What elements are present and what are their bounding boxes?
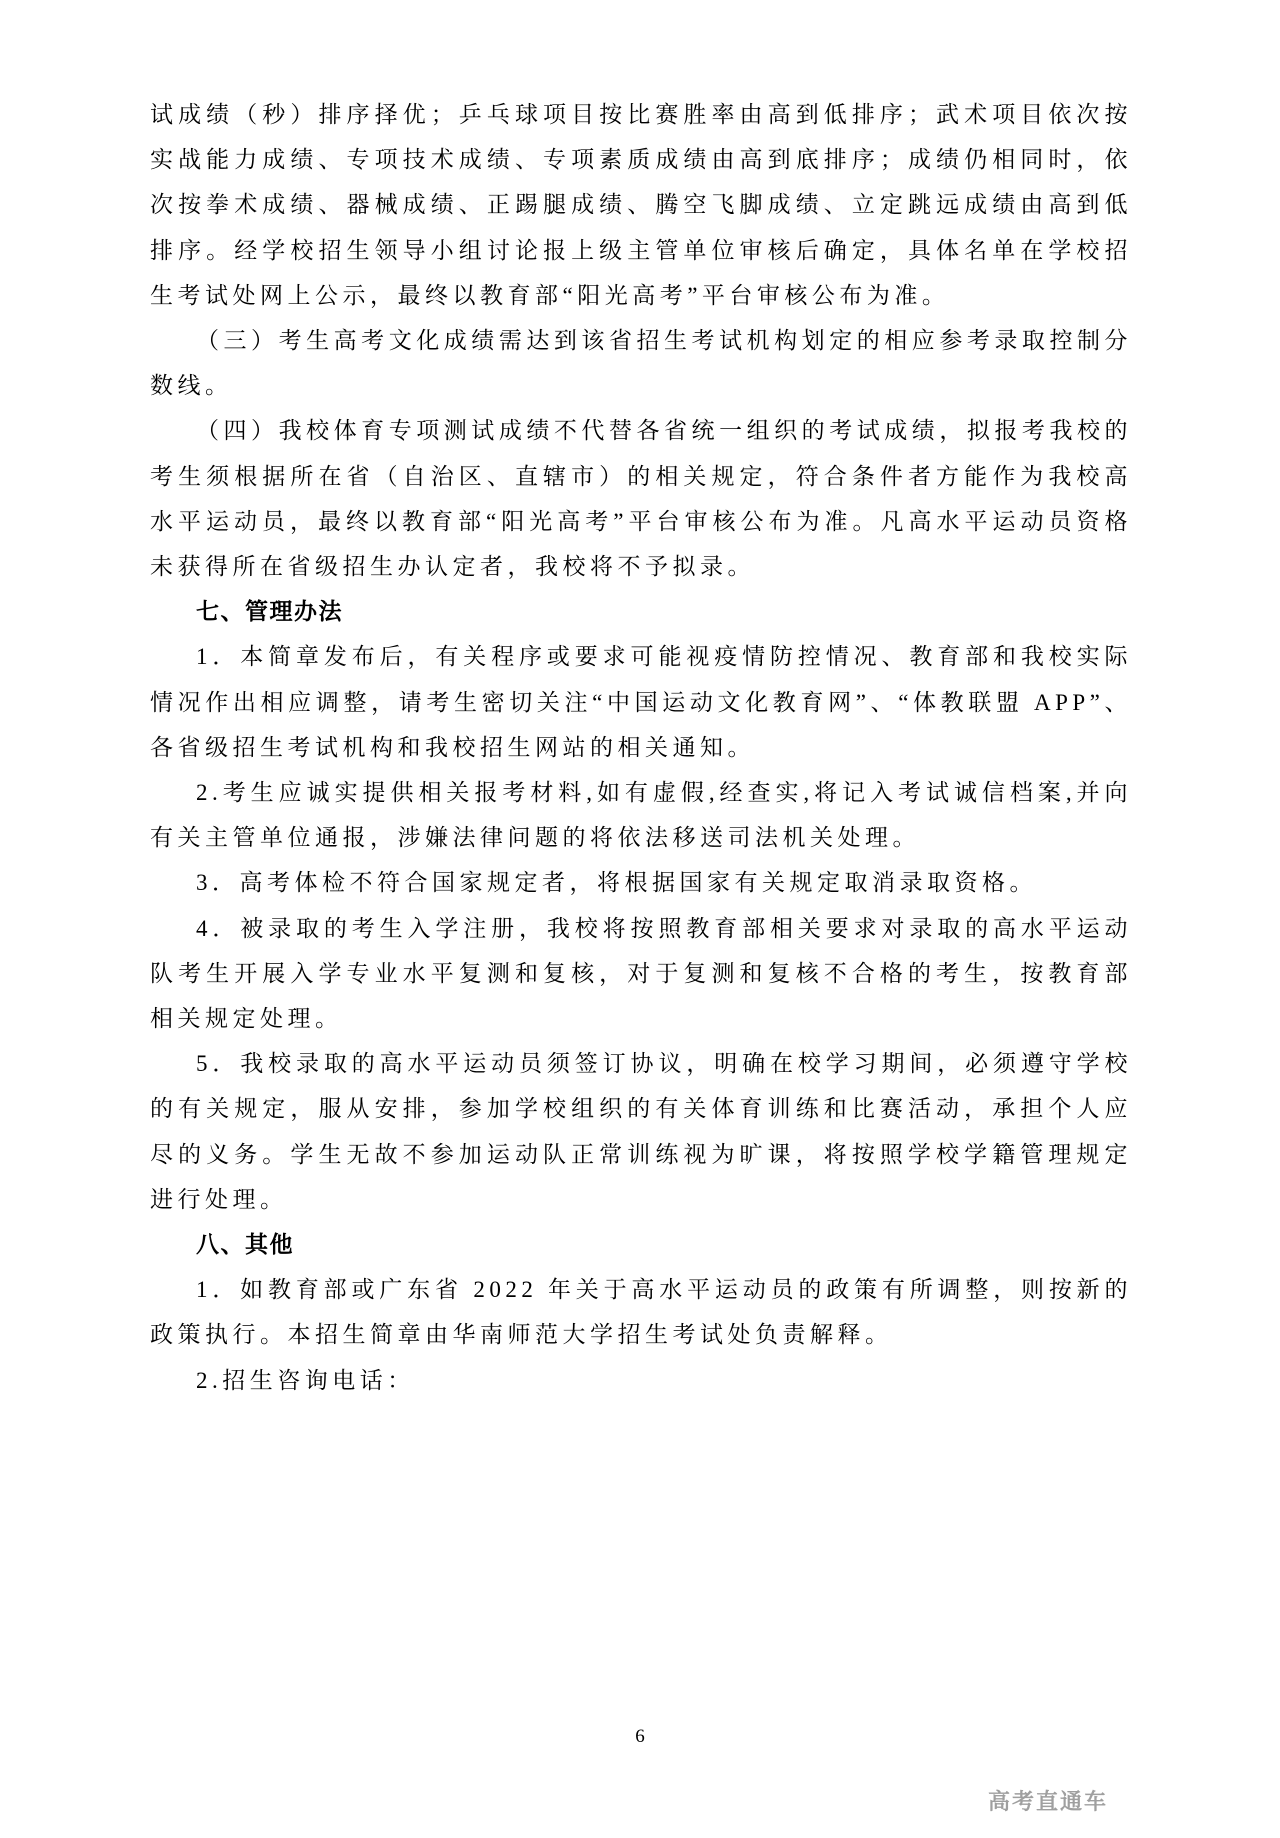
watermark: 高考直通车 [987,1789,1108,1814]
page-number: 6 [635,1726,645,1747]
section-heading-management: 七、管理办法 [196,598,343,625]
paragraph-management-4: 4．被录取的考生入学注册，我校将按照教育部相关要求对录取的高水平运动队考生开展入学专业水平复测和复核，对于复测和复核不合格的考生，按教育部相关规定处理。 [150,915,1132,1032]
paragraph-management-2: 2.考生应诚实提供相关报考材料,如有虚假,经查实,将记入考试诚信档案,并向有关主管单位通报，涉嫌法律问题的将依法移送司法机关处理。 [150,780,1132,851]
paragraph-item-3: （三）考生高考文化成绩需达到该省招生考试机构划定的相应参考录取控制分数线。 [150,328,1132,399]
paragraph-item-4: （四）我校体育专项测试成绩不代替各省统一组织的考试成绩，拟报考我校的考生须根据所在省（自治区、直辖市）的相关规定，符合条件者方能作为我校高水平运动员，最终以教育部“阳光高考”平台审核公布为准。凡高水平运动员资格未获得所在省级招生办认定者，我校将不予拟录。 [150,418,1132,580]
paragraph-management-1: 1．本简章发布后，有关程序或要求可能视疫情防控情况、教育部和我校实际情况作出相应调整，请考生密切关注“中国运动文化教育网”、“体教联盟 APP”、各省级招生考试机构和我校招生网站的相关通知。 [150,644,1132,760]
paragraph-management-5: 5．我校录取的高水平运动员须签订协议，明确在校学习期间，必须遵守学校的有关规定，服从安排，参加学校组织的有关体育训练和比赛活动，承担个人应尽的义务。学生无故不参加运动队正常训练视为旷课，将按照学校学籍管理规定进行处理。 [150,1051,1132,1212]
paragraph-continuation: 试成绩（秒）排序择优；乒乓球项目按比赛胜率由高到低排序；武术项目依次按实战能力成绩、专项技术成绩、专项素质成绩由高到底排序；成绩仍相同时，依次按拳术成绩、器械成绩、正踢腿成绩、腾空飞脚成绩、立定跳远成绩由高到低排序。经学校招生领导小组讨论报上级主管单位审核后确定，具体名单在学校招生考试处网上公示，最终以教育部“阳光高考”平台审核公布为准。 [150,102,1132,308]
document-body [150,92,1132,1403]
paragraph-other-2: 2.招生咨询电话： [196,1367,415,1393]
section-heading-other: 八、其他 [196,1231,294,1258]
paragraph-other-1: 1．如教育部或广东省 2022 年关于高水平运动员的政策有所调整，则按新的政策执行。本招生简章由华南师范大学招生考试处负责解释。 [150,1277,1132,1348]
paragraph-management-3: 3．高考体检不符合国家规定者，将根据国家有关规定取消录取资格。 [196,870,1037,896]
